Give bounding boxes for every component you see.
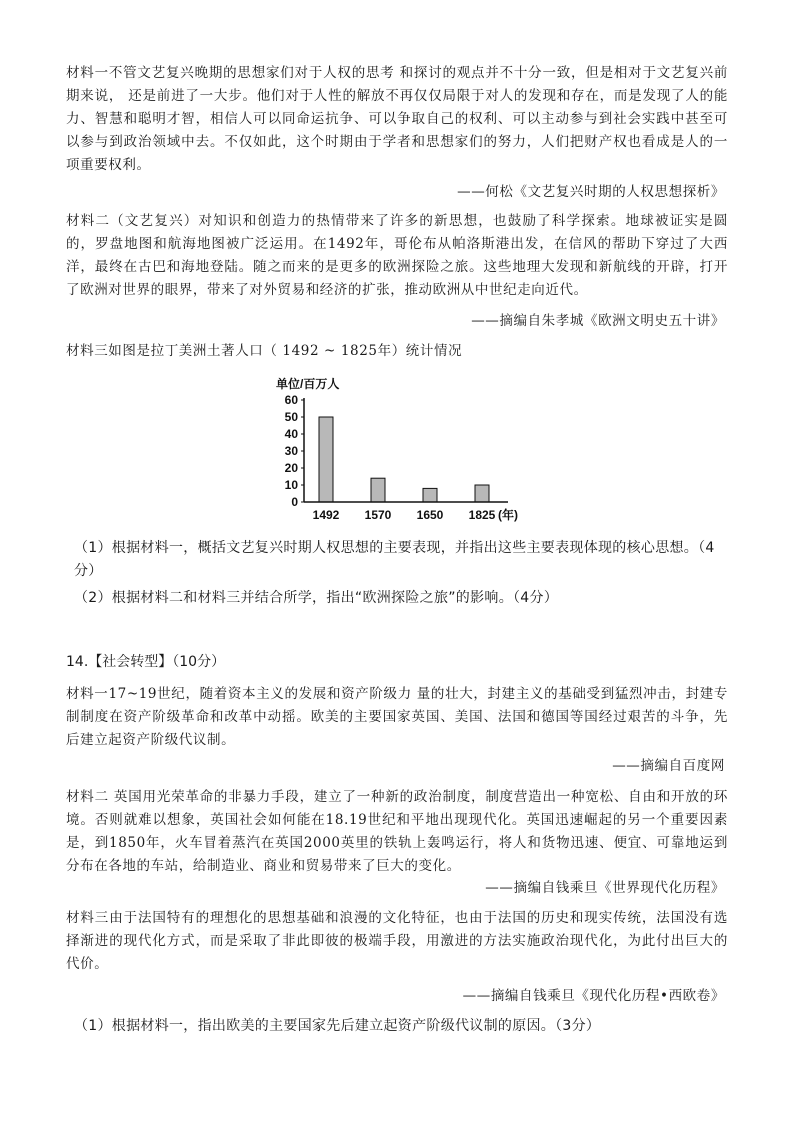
q14-material-2: 材料二 英国用光荣革命的非暴力手段，建立了一种新的政治制度，制度营造出一种宽松、自由和开放的环境。否则就难以想象，英国社会如何能在18.19世纪和平地出现现代化。英国迅速崛起的另一个重要因素是，到1850年，火车冒着蒸汽在英国2000英里的铁轨上轰鸣运行，将人和货物迅速、便宜、可靠地运到分布在各地的车站，给制造业、商业和贸易带来了巨大的变化。: [66, 789, 728, 874]
y-tick-label: 10: [284, 478, 298, 492]
y-tick-label: 0: [291, 495, 298, 509]
q13-material-2: 材料二（文艺复兴）对知识和创造力的热情带来了许多的新思想，也鼓励了科学探索。地球被证实是圆的，罗盘地图和航海地图被广泛运用。在1492年，哥伦布从帕洛斯港出发，在信风的帮助下穿过了大西洋，最终在古巴和海地登陆。随之而来的是更多的欧洲探险之旅。这些地理大发现和新航线的开辟，打开了欧洲对世界的眼界，带来了对外贸易和经济的扩张，推动欧洲从中世纪走向近代。: [66, 213, 728, 298]
q14-material-1-source: ——摘编自百度网: [612, 758, 725, 774]
chart-ylabel: 单位/百万人: [276, 377, 340, 391]
bar-1650: [423, 488, 437, 502]
q14-material-2-source: ——摘编自钱乘旦《世界现代化历程》: [485, 880, 725, 896]
q13-question-1: （1）根据材料一，概括文艺复兴时期人权思想的主要表现，并指出这些主要表现体现的核心思想。（4分）: [74, 540, 715, 579]
x-tick-label: 1492: [312, 508, 340, 522]
y-tick-label: 20: [284, 461, 298, 475]
q14-material-3: 材料三由于法国特有的理想化的思想基础和浪漫的文化特征，也由于法国的历史和现实传统，法国没有选择渐进的现代化方式，而是采取了非此即彼的极端手段，用激进的方法实施政治现代化，为此付出巨大的代价。: [66, 910, 728, 972]
bar-1825: [475, 485, 489, 502]
x-tick-label: 1570: [364, 508, 392, 522]
y-tick-label: 60: [284, 393, 298, 407]
q14-material-1: 材料一17~19世纪，随着资本主义的发展和资产阶级力 量的壮大，封建主义的基础受到猛烈冲击，封建专制制度在资产阶级革命和改革中动摇。欧美的主要国家英国、美国、法国和德国等国经过艰苦的斗争，先后建立起资产阶级代议制。: [66, 686, 728, 748]
q14-material-3-source: ——摘编自钱乘旦《现代化历程•西欧卷》: [462, 988, 725, 1004]
y-tick-label: 50: [284, 410, 298, 424]
y-tick-label: 30: [284, 444, 298, 458]
q14-heading: 14.【社会转型】（10分）: [66, 654, 226, 670]
q13-question-2: （2）根据材料二和材料三并结合所学，指出“欧洲探险之旅”的影响。（4分）: [74, 590, 559, 606]
bar-1570: [371, 478, 385, 502]
x-tick-label: 1825: [468, 508, 496, 522]
y-tick-label: 40: [284, 427, 298, 441]
q13-material-2-source: ——摘编自朱孝城《欧洲文明史五十讲》: [471, 313, 725, 329]
q13-material-1: 材料一不管文艺复兴晚期的思想家们对于人权的思考 和探讨的观点并不十分一致，但是相对于文艺复兴前期来说， 还是前进了一大步。他们对于人性的解放不再仅仅局限于对人的发现和存在，而是发现了人的能力、智慧和聪明才智，相信人可以同命运抗争、可以争取自己的权利、可以主动参与到社会实践中甚至可以参与到政治领域中去。不仅如此，这个时期由于学者和思想家们的努力，人们把财产权也看成是人的一项重要权利。: [66, 65, 728, 173]
population-bar-chart: [270, 372, 530, 522]
q14-question-1: （1）根据材料一，指出欧美的主要国家先后建立起资产阶级代议制的原因。（3分）: [74, 1018, 601, 1034]
q13-material-1-source: ——何松《文艺复兴时期的人权思想探析》: [457, 184, 725, 200]
bar-1492: [319, 417, 333, 502]
x-tick-label: 1650: [416, 508, 444, 522]
x-axis-ticks: [313, 507, 518, 522]
x-axis-unit: (年): [498, 508, 518, 522]
y-axis-ticks: [285, 393, 304, 509]
q13-material-3-title: 材料三如图是拉丁美洲土著人口（ 1492 ~ 1825年）统计情况: [66, 343, 463, 359]
chart-bars: [319, 417, 489, 502]
